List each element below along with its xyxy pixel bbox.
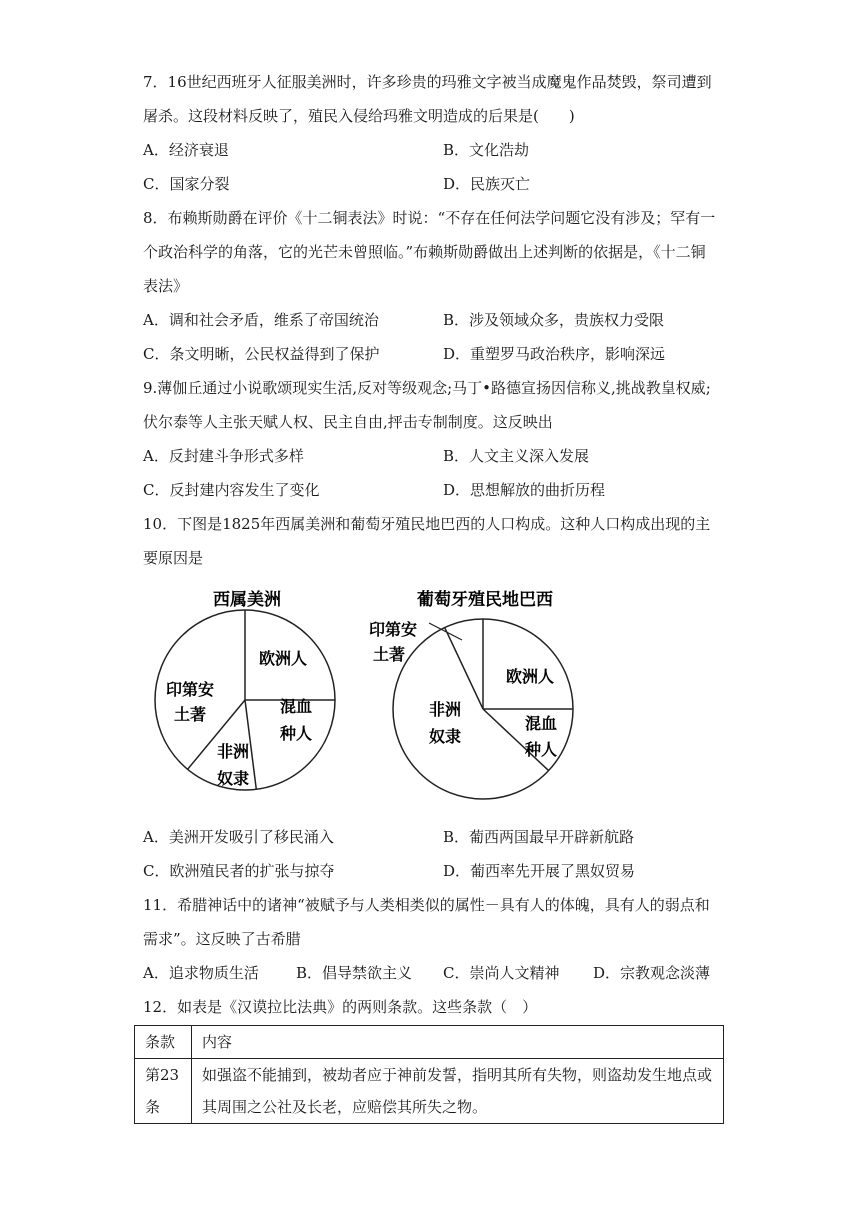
q8-stem-line2: 个政治科学的角落，它的光芒未曾照临。”布赖斯勋爵做出上述判断的依据是，《十二铜 [143,243,706,261]
table-row [135,1059,724,1124]
left-label-african-1: 非洲 [216,742,250,761]
right-label-europeans: 欧洲人 [505,667,555,686]
right-label-indigenous-1: 印第安 [368,620,418,639]
left-chart-title: 西属美洲 [213,590,281,610]
table-header-content: 内容 [192,1026,724,1059]
left-label-indigenous-1: 印第安 [165,680,215,699]
q11-option-a[interactable]: A．追求物质生活 [143,964,259,982]
q10-option-a[interactable]: A．美洲开发吸引了移民涌入 [143,828,334,846]
q12-stem-line1: 12．如表是《汉谟拉比法典》的两则条款。这些条款（ ） [143,998,538,1016]
q11-stem-line1: 11．希腊神话中的诸神“被赋予与人类相类似的属性－具有人的体魄，具有人的弱点和 [143,896,710,914]
q8-option-d[interactable]: D．重塑罗马政治秩序，影响深远 [443,345,666,363]
q9-stem-line2: 伏尔泰等人主张天赋人权、民主自由,抨击专制制度。这反映出 [143,413,553,431]
q10-option-c[interactable]: C．欧洲殖民者的扩张与掠夺 [143,862,335,880]
right-label-indigenous-2: 土著 [372,645,406,664]
q8-option-b[interactable]: B．涉及领域众多，贵族权力受限 [443,311,665,329]
q11-option-b[interactable]: B．倡导禁欲主义 [296,964,413,982]
left-label-mixed-1: 混血 [279,697,313,716]
q11-option-c[interactable]: C．崇尚人文精神 [443,964,560,982]
right-label-mixed-1: 混血 [524,714,558,733]
hammurabi-table [134,1025,724,1124]
q7-option-a[interactable]: A．经济衰退 [143,141,229,159]
q7-option-b[interactable]: B．文化浩劫 [443,141,530,159]
q7-stem-line2: 屠杀。这段材料反映了，殖民入侵给玛雅文明造成的后果是( ) [143,107,575,125]
left-label-mixed-2: 种人 [279,724,313,743]
q10-option-d[interactable]: D．葡西率先开展了黑奴贸易 [443,862,636,880]
q9-option-d[interactable]: D．思想解放的曲折历程 [443,481,606,499]
table-header-row [135,1026,724,1059]
left-label-indigenous-2: 土著 [173,705,207,724]
left-label-african-2: 奴隶 [216,769,250,788]
q8-option-c[interactable]: C．条文明晰，公民权益得到了保护 [143,345,380,363]
q8-stem-line3: 表法》 [143,277,189,295]
population-pie-charts [150,585,590,810]
right-chart-title: 葡萄牙殖民地巴西 [417,590,553,610]
right-label-african-1: 非洲 [428,700,462,719]
right-label-african-2: 奴隶 [428,727,462,746]
table-cell-content: 如强盗不能捕到，被劫者应于神前发誓，指明其所有失物，则盗劫发生地点或其周围之公社及长老，应赔偿其所失之物。 [192,1059,724,1124]
table-header-clause: 条款 [135,1026,192,1059]
table-cell-clause: 第23条 [135,1059,192,1124]
q11-option-d[interactable]: D．宗教观念淡薄 [593,964,711,982]
q8-stem-line1: 8．布赖斯勋爵在评价《十二铜表法》时说：“不存在任何法学问题它没有涉及；罕有一 [143,209,716,227]
right-label-mixed-2: 种人 [524,740,558,759]
q7-option-c[interactable]: C．国家分裂 [143,175,230,193]
q9-option-a[interactable]: A．反封建斗争形式多样 [143,447,304,465]
q7-option-d[interactable]: D．民族灭亡 [443,175,531,193]
q9-option-c[interactable]: C．反封建内容发生了变化 [143,481,320,499]
q10-stem-line2: 要原因是 [143,549,204,567]
q8-option-a[interactable]: A．调和社会矛盾，维系了帝国统治 [143,311,379,329]
q9-stem-line1: 9.薄伽丘通过小说歌颂现实生活,反对等级观念;马丁•路德宣扬因信称义,挑战教皇权威; [143,379,711,397]
right-pie [393,619,573,799]
q11-stem-line2: 需求”。这反映了古希腊 [143,930,301,948]
q7-stem-line1: 7．16世纪西班牙人征服美洲时，许多珍贵的玛雅文字被当成魔鬼作品焚毁，祭司遭到 [143,73,712,91]
left-label-europeans: 欧洲人 [258,649,308,668]
q10-stem-line1: 10．下图是1825年西属美洲和葡萄牙殖民地巴西的人口构成。这种人口构成出现的主 [143,515,711,533]
q9-option-b[interactable]: B．人文主义深入发展 [443,447,590,465]
q10-option-b[interactable]: B．葡西两国最早开辟新航路 [443,828,635,846]
